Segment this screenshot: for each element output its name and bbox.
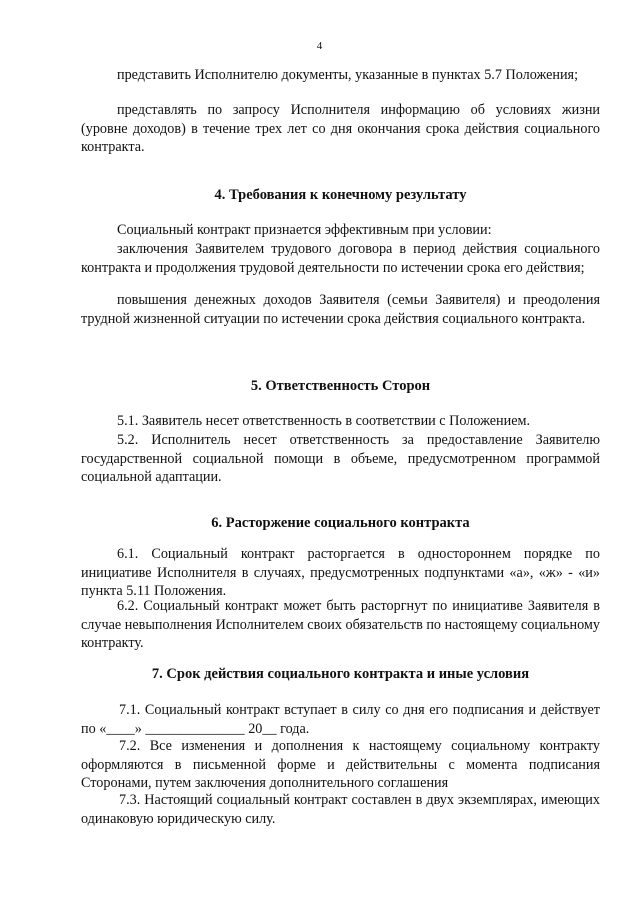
section-6-heading: 6. Расторжение социального контракта xyxy=(211,515,470,531)
section-7-heading: 7. Срок действия социального контракта и иные условия xyxy=(151,666,530,682)
paragraph-provide-info: представлять по запросу Исполнителя информацию об условиях жизни (уровне доходов) в течение трех лет со дня окончания срока действия социального контракта. xyxy=(81,102,600,155)
section-4-paragraph-1: Социальный контракт признается эффективным при условии: xyxy=(117,222,492,238)
section-7-paragraph-3: 7.3. Настоящий социальный контракт составлен в двух экземплярах, имеющих одинаковую юридическую силу. xyxy=(81,792,600,827)
paragraph-submit-documents: представить Исполнителю документы, указанные в пунктах 5.7 Положения; xyxy=(117,67,579,83)
section-5-paragraph-1: 5.1. Заявитель несет ответственность в соответствии с Положением. xyxy=(117,413,531,429)
section-4-paragraph-2: заключения Заявителем трудового договора в период действия социального контракта и продолжения трудовой деятельности по истечении срока его действия; xyxy=(81,241,600,276)
section-6-paragraph-2: 6.2. Социальный контракт может быть расторгнут по инициативе Заявителя в случае невыполнения Исполнителем своих обязательств по настоящему социальному контракту. xyxy=(81,598,600,651)
section-5-heading: 5. Ответственность Сторон xyxy=(250,378,431,394)
section-7-paragraph-2: 7.2. Все изменения и дополнения к настоящему социальному контракту оформляются в письменной форме и действительны с момента подписания Сторонами, путем заключения дополнительного соглашения xyxy=(81,738,600,791)
section-7-paragraph-1: 7.1. Социальный контракт вступает в силу со дня его подписания и действует по «____» ______________ 20__ года. xyxy=(81,702,600,737)
page-number: 4 xyxy=(316,40,323,52)
section-4-heading: 4. Требования к конечному результату xyxy=(214,187,467,203)
section-5-paragraph-2: 5.2. Исполнитель несет ответственность за предоставление Заявителю государственной социальной помощи в объеме, предусмотренном программой социальной адаптации. xyxy=(81,432,600,485)
section-6-paragraph-1: 6.1. Социальный контракт расторгается в одностороннем порядке по инициативе Исполнителя в случаях, предусмотренных подпунктами «а», «ж» - «и» пункта 5.11 Положения. xyxy=(81,546,600,599)
section-4-paragraph-3: повышения денежных доходов Заявителя (семьи Заявителя) и преодоления трудной жизненной ситуации по истечении срока действия социального контракта. xyxy=(81,292,600,327)
